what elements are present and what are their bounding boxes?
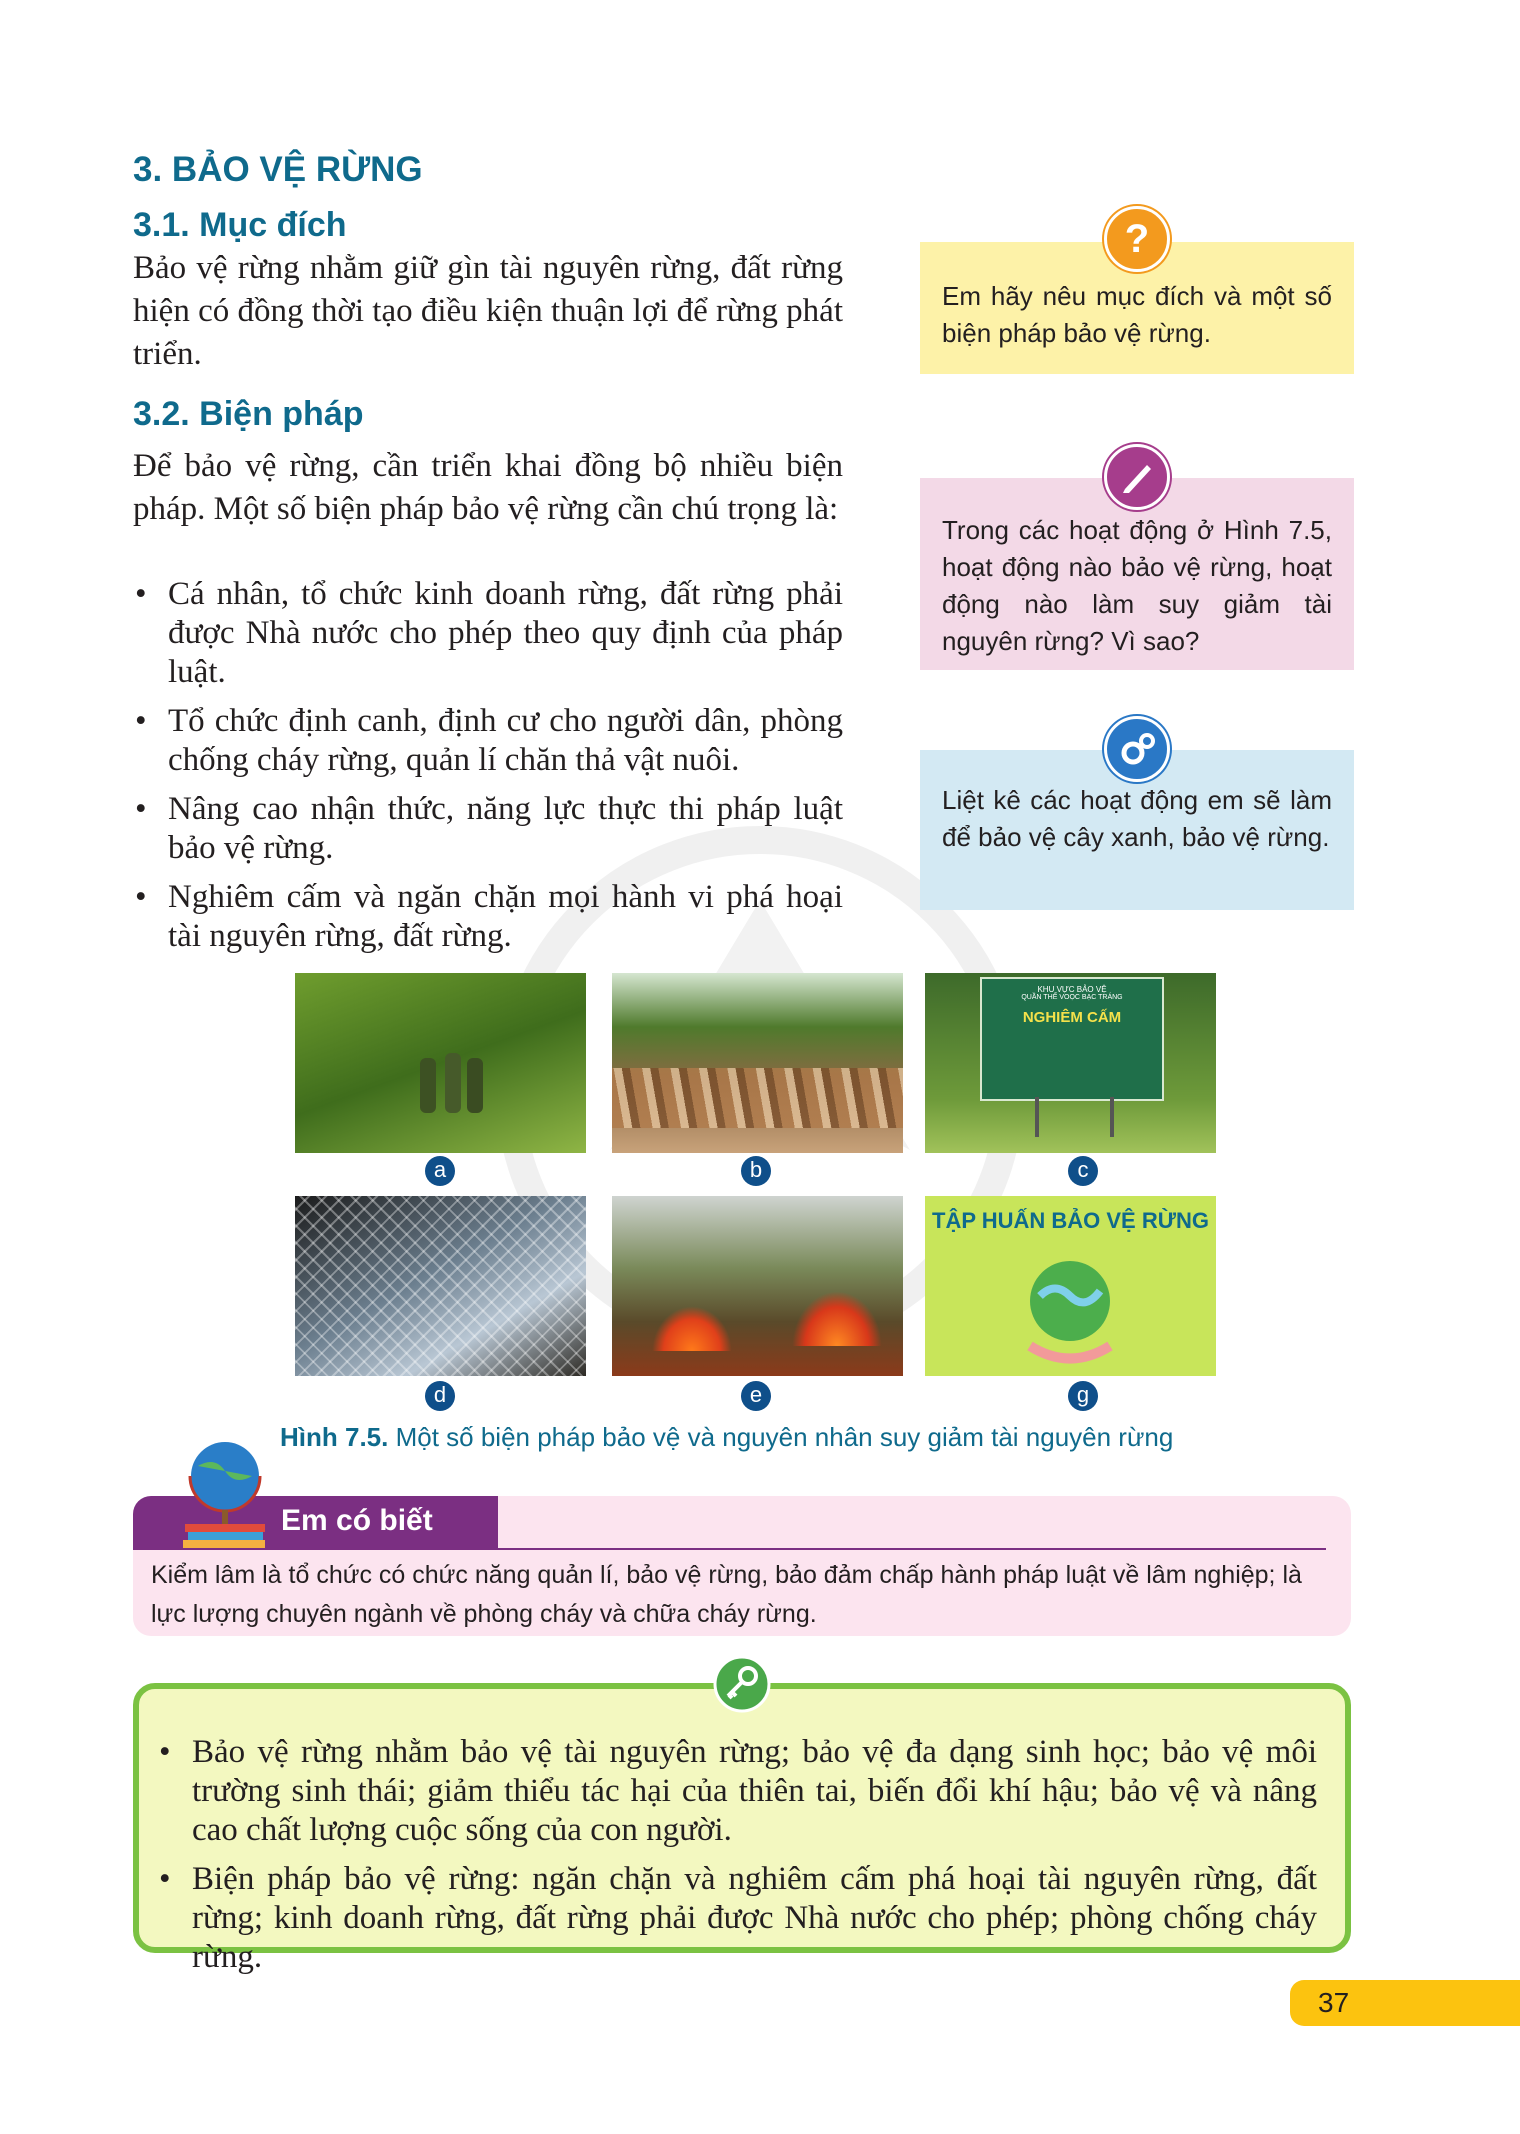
figure-label-a: a bbox=[425, 1156, 455, 1186]
pencil-icon bbox=[1104, 444, 1170, 510]
figure-label-g: g bbox=[1068, 1381, 1098, 1411]
measure-item bbox=[133, 790, 843, 868]
observe-text: Trong các hoạt động ở Hình 7.5, hoạt động nào bảo vệ rừng, hoạt động nào làm suy giảm tài nguyên rừng? Vì sao? bbox=[942, 515, 1332, 656]
log-pile bbox=[612, 1068, 903, 1128]
page-number: 37 bbox=[1318, 1987, 1350, 2018]
summary-text: Biện pháp bảo vệ rừng: ngăn chặn và nghiêm cấm phá hoại tài nguyên rừng, đất rừng; kinh doanh rừng, đất rừng phải được Nhà nước cho phép; phòng chống cháy rừng. bbox=[192, 1861, 1317, 1975]
measure-text: Tổ chức định canh, định cư cho người dân, phòng chống cháy rừng, quản lí chăn thả vật nuôi. bbox=[168, 703, 843, 778]
caption-text: Một số biện pháp bảo vệ và nguyên nhân suy giảm tài nguyên rừng bbox=[388, 1422, 1174, 1452]
question-box bbox=[920, 217, 1354, 374]
question-text: Em hãy nêu mục đích và một số biện pháp bảo vệ rừng. bbox=[942, 281, 1332, 348]
gears-icon bbox=[1104, 716, 1170, 782]
photo-e-forest-fire bbox=[612, 1196, 903, 1376]
measure-item bbox=[133, 878, 843, 956]
figure-label-d: d bbox=[425, 1381, 455, 1411]
ranger-figure bbox=[420, 1058, 436, 1113]
apply-box bbox=[920, 750, 1354, 910]
purpose-heading: 3.1. Mục đích bbox=[133, 206, 347, 244]
sign-post bbox=[1110, 1097, 1114, 1137]
sign-post bbox=[1035, 1097, 1039, 1137]
apply-text: Liệt kê các hoạt động em sẽ làm để bảo vệ cây xanh, bảo vệ rừng. bbox=[942, 785, 1332, 852]
measure-text: Cá nhân, tổ chức kinh doanh rừng, đất rừng phải được Nhà nước cho phép theo quy định của pháp luật. bbox=[168, 576, 843, 690]
measure-item bbox=[133, 702, 843, 780]
caption-label: Hình 7.5. bbox=[280, 1422, 389, 1452]
page-number-tab bbox=[1290, 1980, 1520, 2026]
key-icon bbox=[712, 1654, 772, 1714]
title-underline bbox=[498, 1548, 1326, 1550]
training-banner-text: TẬP HUẤN BẢO VỆ RỪNG bbox=[932, 1208, 1209, 1233]
bullet-dot: • bbox=[159, 1734, 171, 1770]
earth-hands-illustration bbox=[1020, 1246, 1120, 1371]
figure-label-c: c bbox=[1068, 1156, 1098, 1186]
bullet-dot: • bbox=[135, 576, 147, 612]
sign-line: KHU VỰC BẢO VỆ bbox=[1037, 985, 1107, 994]
observe-box bbox=[920, 478, 1354, 670]
section-title: 3. BẢO VỆ RỪNG bbox=[133, 150, 423, 189]
figure-label-b: b bbox=[741, 1156, 771, 1186]
flame bbox=[792, 1291, 882, 1346]
figure-caption bbox=[280, 1422, 1173, 1453]
figure-label-e: e bbox=[741, 1381, 771, 1411]
cage-mesh bbox=[295, 1196, 586, 1376]
bullet-dot: • bbox=[135, 703, 147, 739]
photo-a-forest-rangers bbox=[295, 973, 586, 1153]
measure-text: Nâng cao nhận thức, năng lực thực thi pháp luật bảo vệ rừng. bbox=[168, 791, 843, 866]
measure-item bbox=[133, 575, 843, 692]
summary-box bbox=[133, 1683, 1351, 1975]
photo-b-logged-trees bbox=[612, 973, 903, 1153]
ranger-figure bbox=[467, 1058, 483, 1113]
summary-item bbox=[157, 1733, 1317, 1850]
sign-line: QUẦN THỂ VOỌC BẠC TRÁNG bbox=[1021, 994, 1123, 1001]
ranger-figure bbox=[445, 1053, 461, 1113]
did-you-know-title: Em có biết bbox=[281, 1504, 433, 1537]
measures-list bbox=[133, 575, 843, 966]
globe-books-icon bbox=[180, 1436, 270, 1548]
photo-g-training-banner bbox=[925, 1196, 1216, 1376]
did-you-know-text: Kiểm lâm là tổ chức có chức năng quản lí, bảo vệ rừng, bảo đảm chấp hành pháp luật về lâm nghiệp; là lực lượng chuyên ngành về phòng cháy và chữa cháy rừng. bbox=[151, 1561, 1302, 1628]
protection-sign bbox=[980, 977, 1164, 1101]
flame bbox=[652, 1306, 732, 1351]
did-you-know-box bbox=[133, 1496, 1351, 1636]
measure-text: Nghiêm cấm và ngăn chặn mọi hành vi phá hoại tài nguyên rừng, đất rừng. bbox=[168, 879, 843, 954]
photo-c-protection-sign bbox=[925, 973, 1216, 1153]
measures-heading: 3.2. Biện pháp bbox=[133, 395, 364, 433]
bullet-dot: • bbox=[135, 879, 147, 915]
summary-item bbox=[157, 1860, 1317, 1977]
summary-text: Bảo vệ rừng nhằm bảo vệ tài nguyên rừng; bảo vệ đa dạng sinh học; bảo vệ môi trường sinh thái; giảm thiểu tác hại của thiên tai, biến đổi khí hậu; bảo vệ và nâng cao chất lượng cuộc sống của con người. bbox=[192, 1734, 1317, 1848]
measures-intro: Để bảo vệ rừng, cần triển khai đồng bộ nhiều biện pháp. Một số biện pháp bảo vệ rừng cần chú trọng là: bbox=[133, 448, 843, 527]
photo-d-caged-animals bbox=[295, 1196, 586, 1376]
question-icon: ? bbox=[1104, 206, 1170, 272]
sign-line: NGHIÊM CẤM bbox=[1022, 1009, 1122, 1026]
summary-list bbox=[157, 1733, 1317, 1987]
purpose-paragraph: Bảo vệ rừng nhằm giữ gìn tài nguyên rừng, đất rừng hiện có đồng thời tạo điều kiện thuận lợi để rừng phát triển. bbox=[133, 250, 843, 372]
bullet-dot: • bbox=[159, 1861, 171, 1897]
bullet-dot: • bbox=[135, 791, 147, 827]
